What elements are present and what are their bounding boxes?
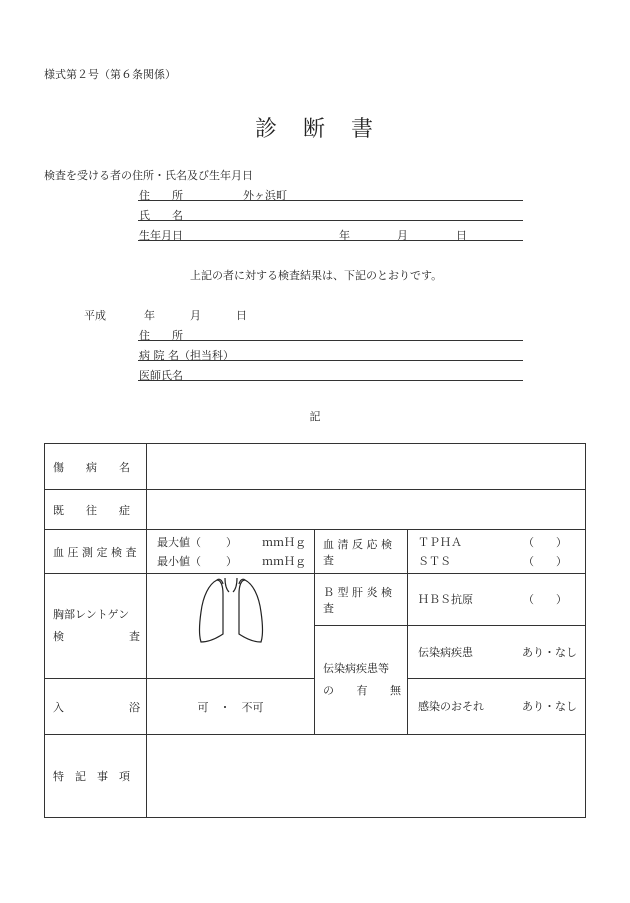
xray-label-line2 [53,626,140,648]
infect-label-line2-a: の [323,684,334,697]
xray-label-line1: 胸部レントゲン [53,608,130,621]
bath-label [45,699,146,715]
xray-label-line2-b: 査 [129,630,140,643]
issuer-address-label: 住 所 [139,329,183,342]
name-line [138,220,523,221]
history-label-cell [45,490,147,530]
tpha-row [408,533,585,552]
birthdate-line [138,240,523,241]
bp-min-close: ） [226,554,237,568]
bp-max-close: ） [226,535,237,549]
disease-label-cell [45,444,147,490]
issuer-address-line [138,340,523,341]
row-notes [45,735,586,818]
bp-max-unit: ｍｍＨｇ [262,535,306,549]
hospital-label: 病 院 名（担当科） [139,349,234,362]
xray-label-cell [45,574,147,679]
bp-min-label: 最小値（ [157,554,201,568]
birth-month-label: 月 [397,229,408,242]
xray-diagram-cell[interactable] [147,574,315,679]
bath-label-b: 浴 [129,700,140,714]
bp-max-label: 最大値（ [157,535,201,549]
page-title: 診 断 書 [254,117,375,142]
lungs-diagram-icon [147,574,315,674]
bp-label-cell [45,530,147,574]
tpha-label: ＴＰＨＡ [418,535,462,549]
ki-label: 記 [309,410,321,423]
issue-year-label: 年 [144,309,155,322]
xray-label-line2-a: 検 [53,630,64,643]
bath-label-a: 入 [53,700,64,714]
sts-row [408,552,585,571]
issue-month-label: 月 [190,309,201,322]
hospital-line [138,360,523,361]
bp-values-cell[interactable] [147,530,315,574]
birth-year-label: 年 [339,229,350,242]
exam-table [44,443,586,818]
examinee-heading: 検査を受ける者の住所・氏名及び生年月日 [44,169,253,182]
sts-paren: （ ） [523,554,568,568]
sts-label: ＳＴＳ [418,554,451,568]
address-value[interactable]: 外ヶ浜町 [243,189,287,202]
form-number: 様式第２号（第６条関係） [44,68,176,81]
birthdate-label: 生年月日 [139,229,183,242]
disease-label: 傷 病 名 [53,460,130,474]
infect-label-line2-b: 有 [356,684,368,697]
serum-label: 血 清 反 応 検 査 [323,537,392,567]
issue-era: 平成 [84,309,106,322]
statement-text: 上記の者に対する検査結果は、下記のとおりです。 [190,269,443,282]
history-value-cell[interactable] [147,490,586,530]
doctor-line [138,380,523,381]
serum-values-cell[interactable] [408,530,586,574]
disease-value-cell[interactable] [147,444,586,490]
notes-value-cell[interactable] [147,735,586,818]
bath-value-cell[interactable] [147,679,315,735]
hepb-value-cell[interactable] [408,574,586,626]
row-history [45,490,586,530]
infect-risk-row [408,697,585,716]
infect-label-line2 [323,680,401,702]
birth-day-label: 日 [456,229,467,242]
bp-min-unit: ｍｍＨｇ [262,554,306,568]
infect-risk-choice[interactable]: あり・なし [522,700,578,713]
infect-label [315,658,407,702]
infect-disease-cell[interactable] [408,626,586,679]
notes-label: 特 記 事 項 [53,770,130,783]
name-label: 氏 名 [139,209,183,222]
bp-label: 血 圧 測 定 検 査 [53,545,137,559]
infect-disease-row [408,643,585,662]
bp-min-row [147,552,314,571]
hepb-label-cell [315,574,408,626]
address-line [138,200,523,201]
row-bp [45,530,586,574]
history-label: 既 往 症 [53,503,130,517]
hepb-label: Ｂ 型 肝 炎 検 査 [323,585,392,615]
infect-disease-choice[interactable]: あり・なし [522,645,578,659]
hbs-row [408,590,585,609]
infect-label-line1: 伝染病疾患等 [323,662,389,675]
hbs-paren: （ ） [523,593,568,606]
address-label: 住 所 [139,189,183,202]
tpha-paren: （ ） [523,535,568,549]
hbs-label: ＨＢＳ抗原 [418,593,473,606]
serum-label-cell [315,530,408,574]
infect-label-line2-c: 無 [390,684,401,697]
xray-label [45,604,146,648]
issue-day-label: 日 [236,309,247,322]
infect-risk-cell[interactable] [408,679,586,735]
infect-disease-label: 伝染病疾患 [418,645,473,659]
bath-value[interactable]: 可 ・ 不可 [197,700,264,714]
bp-max-row [147,533,314,552]
row-xray-hepb [45,574,586,626]
row-disease [45,444,586,490]
doctor-label: 医師氏名 [139,369,183,382]
bath-label-cell [45,679,147,735]
infect-label-cell [315,626,408,735]
infect-risk-label: 感染のおそれ [418,700,484,713]
notes-label-cell [45,735,147,818]
